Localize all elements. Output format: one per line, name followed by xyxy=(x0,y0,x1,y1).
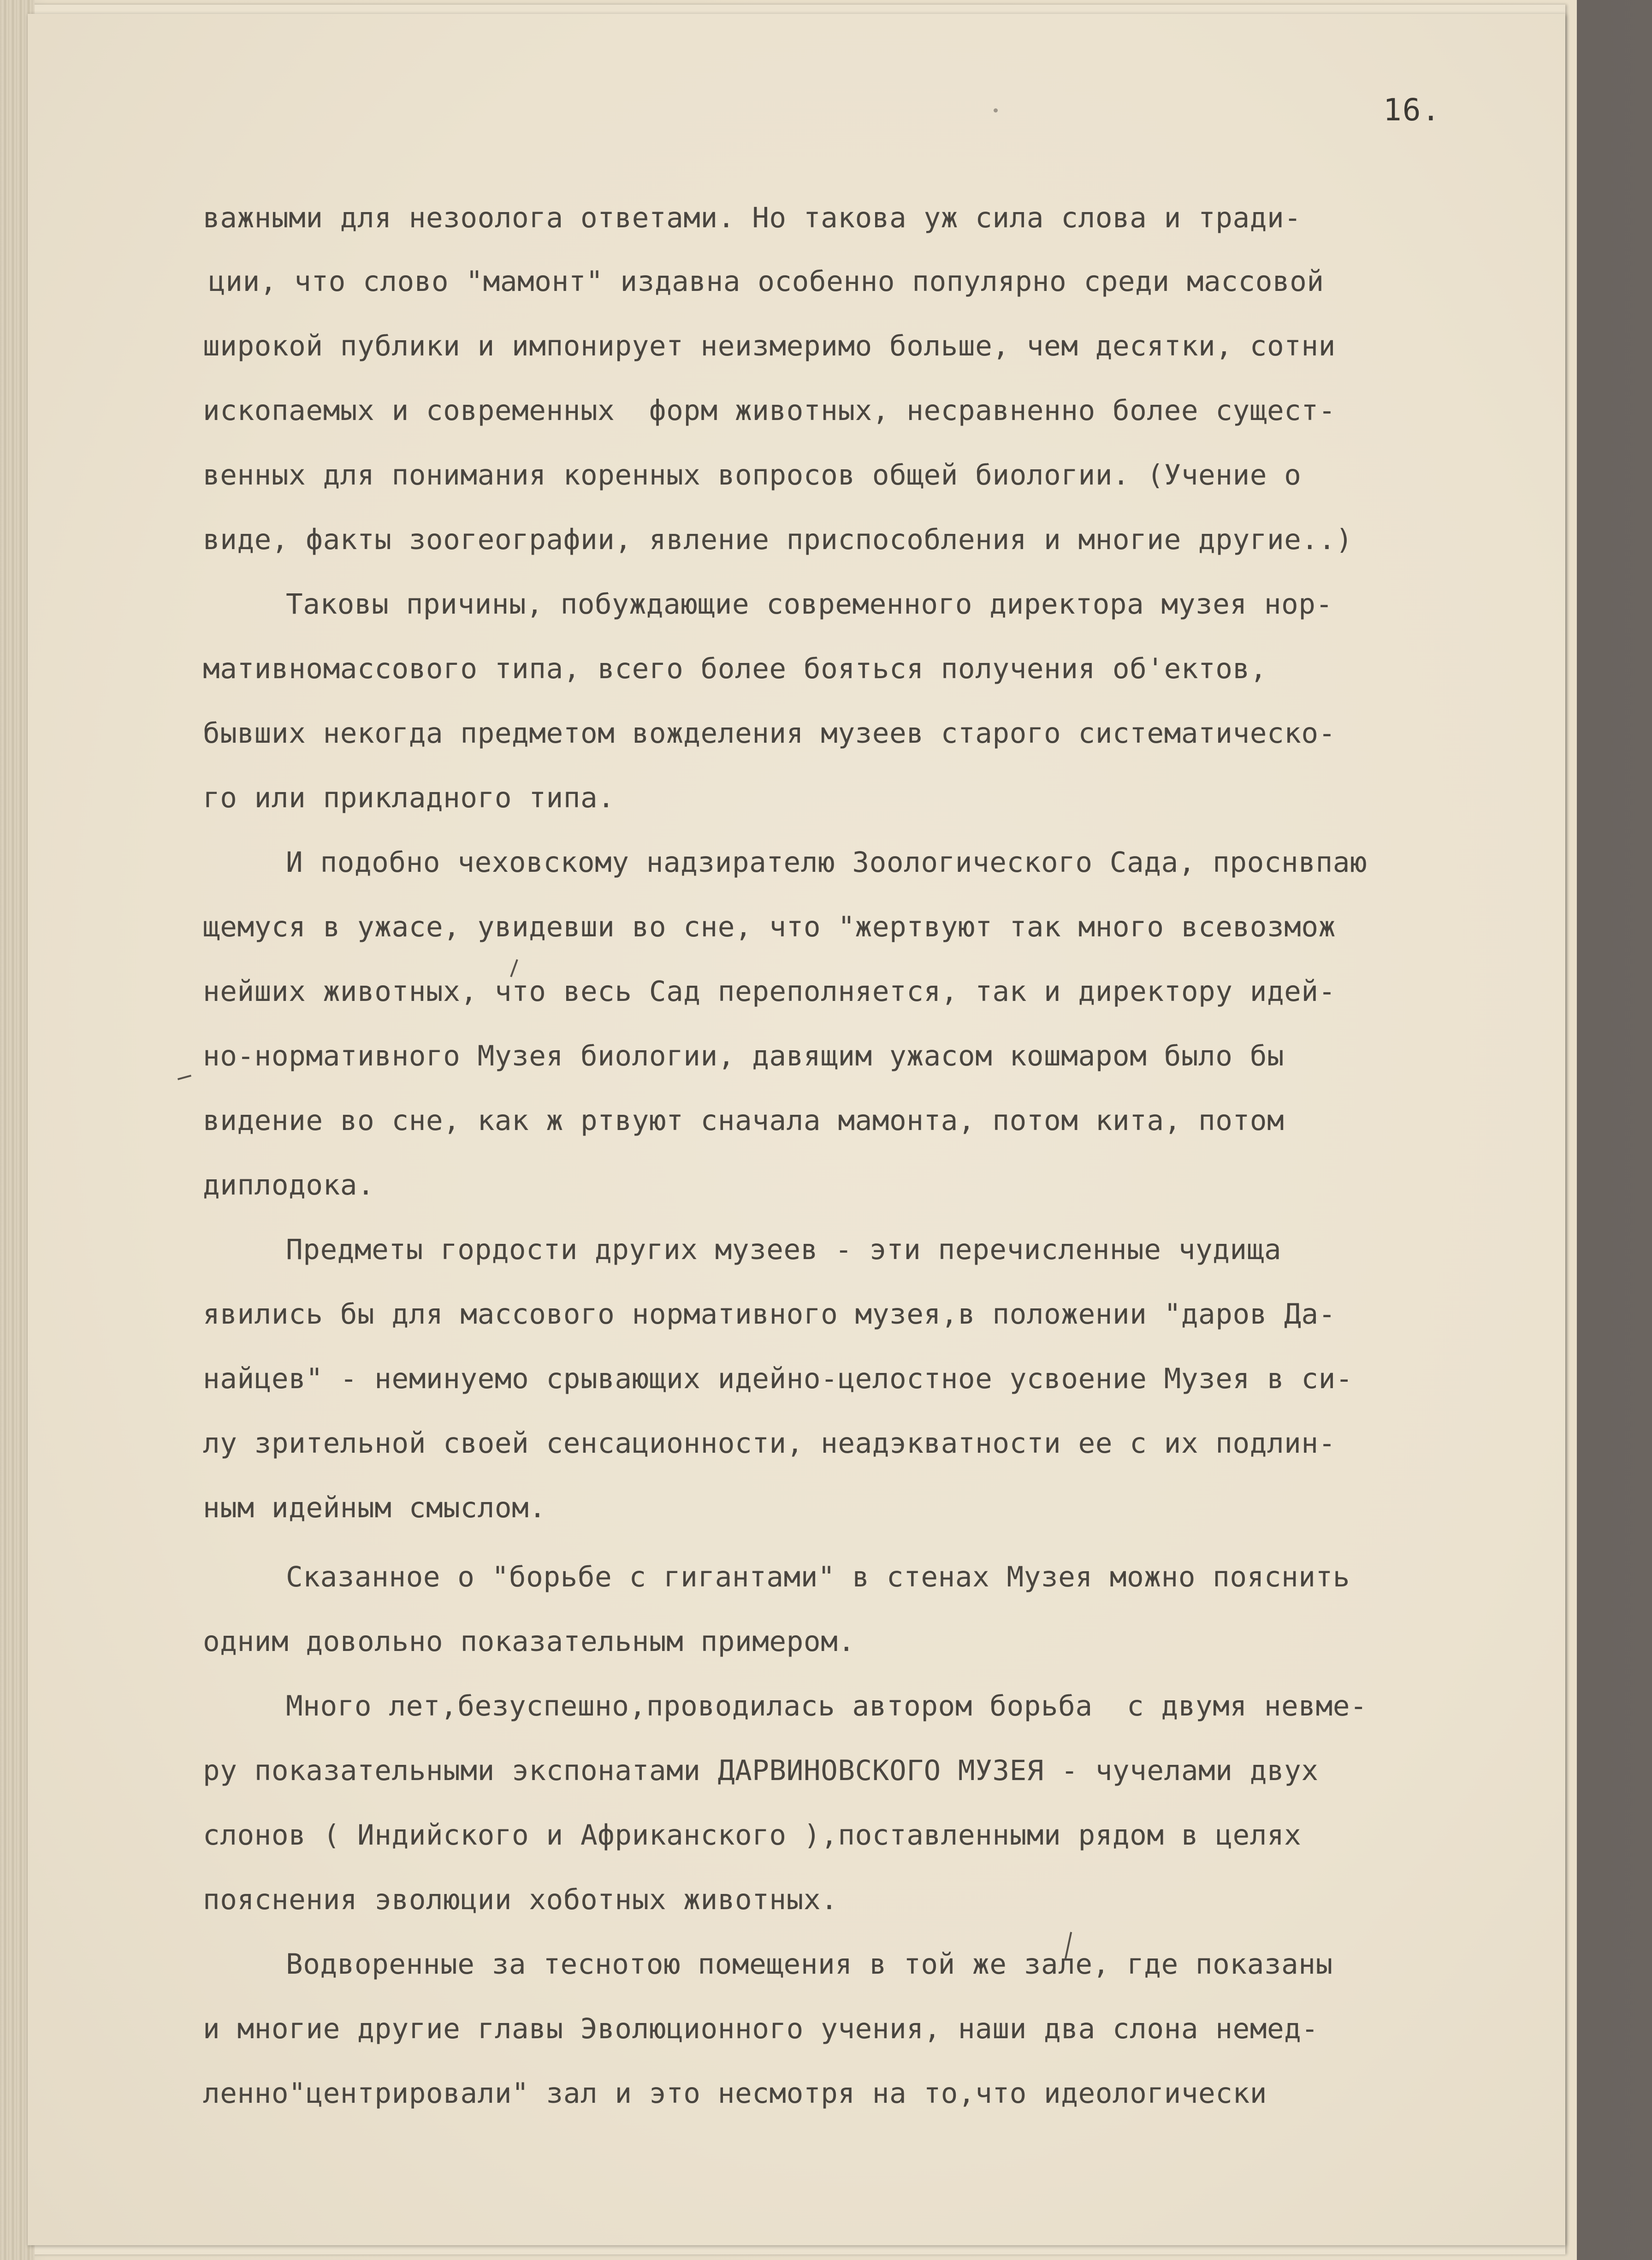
text-line: ру показательными экспонатами ДАРВИНОВСКОГО МУЗЕЯ - чучелами двух xyxy=(203,1754,1319,1787)
text-line: Таковы причины, побуждающие современного директора музея нор- xyxy=(286,588,1333,621)
text-line: видение во сне, как ж ртвуют сначала мамонта, потом кита, потом xyxy=(203,1104,1285,1137)
page-number: 16. xyxy=(1383,92,1441,128)
text-line: ным идейным смыслом. xyxy=(203,1491,546,1524)
paper-blemish xyxy=(994,108,998,112)
text-line: Сказанное о "борьбе с гигантами" в стенах Музея можно пояснить xyxy=(286,1561,1350,1593)
text-line: И подобно чеховскому надзирателю Зоологического Сада, проснвпаю xyxy=(286,846,1368,879)
text-line: слонов ( Индийского и Африканского ),поставленными рядом в целях xyxy=(203,1819,1302,1852)
text-line: широкой публики и импонирует неизмеримо больше, чем десятки, сотни xyxy=(203,330,1336,362)
text-line: мативномассового типа, всего более бояться получения об'ектов, xyxy=(203,652,1267,685)
text-line: диплодока. xyxy=(203,1169,375,1201)
text-line: ции, что слово "мамонт" издавна особенно популярно среди массовой xyxy=(208,265,1324,298)
text-line: виде, факты зоогеографии, явление приспособления и многие другие..) xyxy=(203,523,1353,556)
text-line: ленно"центрировали" зал и это несмотря на то,что идеологически xyxy=(203,2077,1267,2110)
text-line: Много лет,безуспешно,проводилась автором борьба с двумя невме- xyxy=(286,1690,1368,1722)
text-line: го или прикладного типа. xyxy=(203,781,615,814)
text-line: и многие другие главы Эволюционного учения, наши два слона немед- xyxy=(203,2012,1319,2045)
text-line: но-нормативного Музея биологии, давящим ужасом кошмаром было бы xyxy=(203,1040,1285,1072)
typewritten-page xyxy=(28,14,1565,2245)
text-line: венных для понимания коренных вопросов общей биологии. (Учение о xyxy=(203,459,1302,491)
text-line: щемуся в ужасе, увидевши во сне, что "жертвуют так много всевозмож xyxy=(203,911,1336,943)
text-line: одним довольно показательным примером. xyxy=(203,1625,855,1658)
text-line: найцев" - неминуемо срывающих идейно-целостное усвоение Музея в си- xyxy=(203,1362,1353,1395)
pen-mark xyxy=(510,959,518,977)
text-line: явились бы для массового нормативного музея,в положении "даров Да- xyxy=(203,1298,1336,1331)
text-line: лу зрительной своей сенсационности, неадэкватности ее с их подлин- xyxy=(203,1427,1336,1460)
text-line: бывших некогда предметом вожделения музеев старого систематическо- xyxy=(203,717,1336,750)
text-line: нейших животных, что весь Сад переполняется, так и директору идей- xyxy=(203,975,1336,1008)
text-line: Водворенные за теснотою помещения в той же зале, где показаны xyxy=(286,1948,1333,1981)
text-line: важными для незоолога ответами. Но такова уж сила слова и тради- xyxy=(203,201,1302,234)
pen-mark xyxy=(178,1075,191,1080)
text-line: пояснения эволюции хоботных животных. xyxy=(203,1883,838,1916)
text-line: ископаемых и современных форм животных, несравненно более сущест- xyxy=(203,394,1336,427)
text-line: Предметы гордости других музеев - эти перечисленные чудища xyxy=(286,1233,1282,1266)
